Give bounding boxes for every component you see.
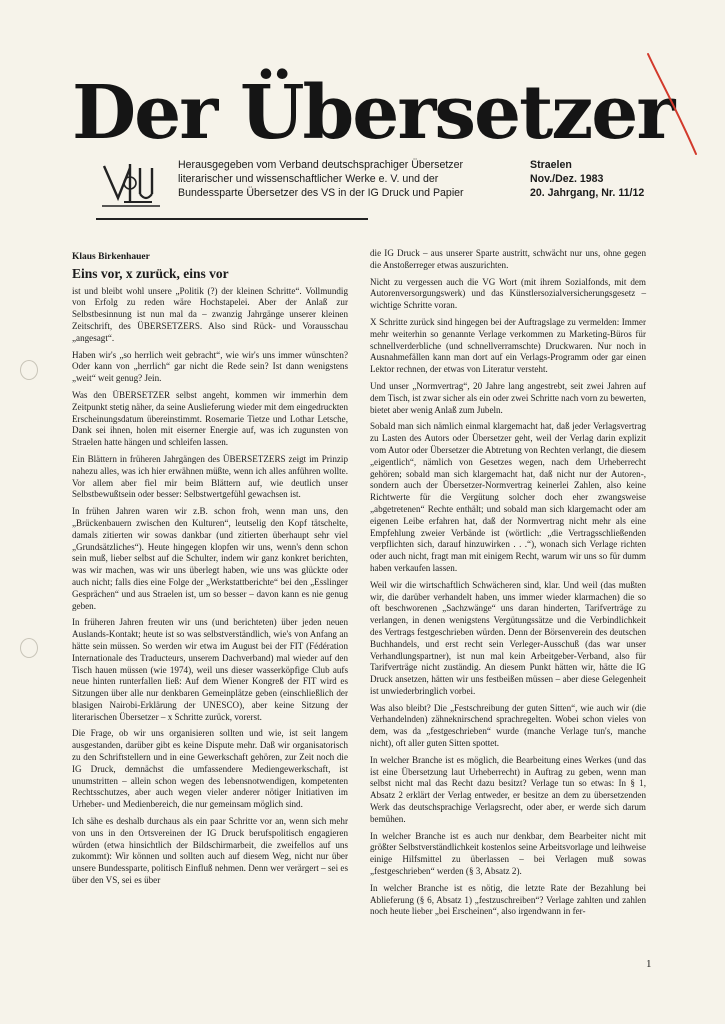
paragraph: Was den ÜBERSETZER selbst angeht, kommen wir immerhin dem Zeitpunkt stetig näher, da seine Auslieferung wieder mit dem eingedruckten Erscheinungsdatum übereinstimmt. Rosemarie Tietze und Lothar Letsche, Dank sei ihnen, holen mit eiserner Energie auf, was ich zugunsten von Straelen hatte hängen und schleifen lassen. bbox=[72, 389, 348, 448]
paragraph: In welcher Branche ist es nötig, die letzte Rate der Bezahlung bei Ablieferung (§ 6, Absatz 1) „festzuschreiben“? Verlage zahlten und zahlen noch heute lieber „bei Erscheinen“, also irgendwann in fer- bbox=[370, 882, 646, 917]
publisher-line: Bundessparte Übersetzer des VS in der IG Druck und Papier bbox=[178, 187, 464, 199]
publisher-line: literarischer und wissenschaftlicher Werke e. V. und der bbox=[178, 173, 439, 185]
paragraph: Ein Blättern in früheren Jahrgängen des ÜBERSETZERS zeigt im Prinzip nahezu alles, was ich hier erwähnen müßte, wenn ich alles anführen wollte. Vor allem aber fiel mir beim Blättern auf, wie deutlich unser Selbstbewußtsein oder besser: Selbstwertgefühl gewachsen ist. bbox=[72, 453, 348, 500]
paragraph: In welcher Branche ist es auch nur denkbar, dem Bearbeiter nicht mit größter Selbstverständlichkeit kostenlos seine Arbeitsvorlage und leihweise einige Hilfsmittel zu überlassen – bei Verlagen muß sowas „festgeschrieben“ werden (§ 3, Absatz 2). bbox=[370, 830, 646, 877]
publisher-info bbox=[178, 158, 508, 200]
paragraph: Was also bleibt? Die „Festschreibung der guten Sitten“, wie auch wir (die Verhandelnden) zähneknirschend sprachregelten. Wobei schon vieles von dem, was da „festgeschrieben“ wurde (manche Verlage tun's, manche nicht), oft aller guten Sitten spottet. bbox=[370, 702, 646, 749]
paragraph: In frühen Jahren waren wir z.B. schon froh, wenn man uns, den „Brückenbauern zwischen den Kulturen“, leutselig den Kopf tätschelte, damals zitierten wir sowas dankbar (und zitierten überhaupt sehr viel „Grundsätzliches“). Heute hingegen klopfen wir uns, wenn's denn schon sein muß, lieber selbst auf die Schulter, indem wir ganz konkret berichten, was wir machen, was wir uns überlegt haben, wie uns was glückte oder auch nicht; falls dies eine Folge der „Werkstattberichte“ bei den „Esslinger Gesprächen“ und aus Straelen ist, um so besser – davon kann es nie genug geben. bbox=[72, 506, 348, 611]
paragraph: die IG Druck – aus unserer Sparte austritt, schwächt nur uns, ohne gegen die Anstoßerreger etwas auszurichten. bbox=[370, 248, 646, 270]
paragraph: Weil wir die wirtschaftlich Schwächeren sind, klar. Und weil (das mußten wir, die darüber verhandelt haben, uns immer wieder klarmachen) die so oft beschworenen „Sachzwänge“ uns daran hinderten, Tarifverträge zu verlangen, in denen wenigstens Vergütungssätze und die Verbindlichkeit des Vertrags festgeschrieben würden. Denn der Börsenverein des deutschen Buchhandels, und erst recht sein Verleger-Ausschuß (das war unser Verhandlungspartner), ist nun mal kein Arbeitgeber-Verband, also für Tarifverträge nicht zuständig. An diesem Punkt hätten wir, hätte die IG Druck ansetzen, hätten wir uns festbeißen müssen – aber diese Gelegenheit ist unwiederbringlich vorbei. bbox=[370, 579, 646, 696]
paragraph: Nicht zu vergessen auch die VG Wort (mit ihrem Sozialfonds, mit dem Autorenversorgungswerk) und das Künstlersozialversicherungsgesetz – wichtige Schritte voran. bbox=[370, 276, 646, 311]
issue-date: Nov./Dez. 1983 bbox=[530, 173, 604, 185]
association-logo-icon bbox=[100, 158, 162, 210]
article-title: Eins vor, x zurück, eins vor bbox=[72, 265, 229, 281]
article-author: Klaus Birkenhauer bbox=[72, 252, 150, 262]
punch-hole bbox=[20, 638, 38, 658]
punch-hole bbox=[20, 360, 38, 380]
paragraph: X Schritte zurück sind hingegen bei der Auftragslage zu vermelden: Immer mehr weiterhin so genannte Verlage verkommen zu Marketing-Büros für schnellverderbliche (und schnellverramschte) Druckwaren. Nur noch in Ausnahmefällen kann man dort auf ein Verlags-Programm oder gar einen Lektor rechnen, der etwas von Literatur versteht. bbox=[370, 316, 646, 375]
issue-place: Straelen bbox=[530, 159, 572, 171]
article-column-left bbox=[72, 252, 348, 892]
header-rule bbox=[96, 218, 368, 220]
paragraph: Ich sähe es deshalb durchaus als ein paar Schritte vor an, wenn sich mehr von uns in den Ortsvereinen der IG Druck berufspolitisch engagieren würden (etwa hinsichtlich der Bildschirmarbeit, die zweifellos auf uns zukommt): Wir können und sollten auch auf diesem Weg, nicht nur über unsere Bundessparte, politisch Einfluß nehmen. Denn wer verärgert – sei es über den VS, sei es über bbox=[72, 816, 348, 886]
paragraph: Sobald man sich nämlich einmal klargemacht hat, daß jeder Verlagsvertrag zu Lasten des Autors oder Übersetzer geht, weil der Verlag darin explizit vom Autor oder Übersetzer die Abtretung von Rechten verlangt, die diesem „eigentlich“, nämlich von Gesetzes wegen, nach dem Urheberrecht gehören; sobald man sich klargemacht hat, daß nicht nur der Autoren-, sondern auch der Übersetzer-Normvertrag keinerlei Zahlen, also keine Richtwerte für die Vergütung solcher doch eher zwangsweise „abgetretenen“ Rechte enthält; und sobald man sich klargemacht oder am eigenen Leibe erfahren hat, daß der Normvertrag nicht mehr als eine Empfehlung zweier Verbände ist (wörtlich: „die Vertragsschließenden verpflichten sich, darauf hinzuwirken . . .“), wonach sich Verlage richten oder auch nicht, fragt man mit einigem Recht, warum wir uns so für dumm haben verkaufen lassen. bbox=[370, 421, 646, 573]
paragraph: In welcher Branche ist es möglich, die Bearbeitung eines Werkes (und das ist eine Übersetzung laut Urheberrecht) in Auftrag zu geben, wenn man selbst nicht mal das Recht dazu besitzt? Verlage tun so etwas: In § 1, Absatz 2 erklärt der Verlag entweder, er besitze an dem zu übersetzenden Werk das deutschsprachige Verlagsrecht, oder aber, er werde sich darum bemühen. bbox=[370, 754, 646, 824]
page-number: 1 bbox=[646, 958, 652, 970]
publisher-line: Herausgegeben vom Verband deutschsprachiger Übersetzer bbox=[178, 159, 464, 171]
paragraph: Haben wir's „so herrlich weit gebracht“, wie wir's uns immer wünschten? Oder kann von „herrlich“ gar nicht die Rede sein? Ist dann wenigstens „weit“ weit genug? Jein. bbox=[72, 349, 348, 384]
issue-volume: 20. Jahrgang, Nr. 11/12 bbox=[530, 187, 645, 199]
paragraph: ist und bleibt wohl unsere „Politik (?) der kleinen Schritte“. Vollmundig von Erfolg zu reden wäre Hochstapelei. Aber der Anlaß zur Selbstbesinnung ist nun mal da – zwanzig Jahrgänge unserer kleinen Zeitschrift, des ÜBERSETZERS. Also sind Rück- und Vorausschau „angesagt“. bbox=[72, 285, 348, 343]
article-column-right bbox=[370, 248, 646, 923]
paragraph: In früheren Jahren freuten wir uns (und berichteten) über jeden neuen Auslands-Kontakt; heute ist so was selbstverständlich, wie's von Anfang an hätte sein müssen. So werden wir etwa im August bei der FIT (Fédération Internationale des Traducteurs, unserem Dachverband) mal wieder auf den Tisch hauen müssen (wie 1974), weil uns dieser wasserköpfige Club aufs neue hinten runterfallen ließ: Auf dem Wiener Kongreß der FIT wird es Sitzungen über alle nur denkbaren Gemeinplätze geben (einschließlich der blasigen Nairobi-Erklärung der UNESCO), aber keine Sitzung der literarischen Übersetzer – x Schritte zurück, vorerst. bbox=[72, 617, 348, 722]
paragraph: Die Frage, ob wir uns organisieren sollten und wie, ist seit langem ausgestanden, darüber gibt es keine Dispute mehr. Daß wir organisatorisch zu den Schriftstellern und in eine Gewerkschaft gehören, zur Zeit noch die IG Druck, demnächst die umfassendere Mediengewerkschaft, ist unumstritten – allein schon wegen des lebensnotwendigen, kompetenten Rechtsschutzes, aber auch wegen vieler anderer nötiger Initiativen im Urheber- und Medienbereich, die nur gemeinsam möglich sind. bbox=[72, 728, 348, 810]
masthead-title: Der Übersetzer bbox=[72, 70, 674, 156]
paragraph: Und unser „Normvertrag“, 20 Jahre lang angestrebt, seit zwei Jahren auf dem Tisch, ist zwar sicher als ein oder zwei Schritte nach vorn zu bewerten, bietet aber wenig Anlaß zum Jubeln. bbox=[370, 380, 647, 415]
issue-info bbox=[530, 158, 680, 200]
red-pen-mark bbox=[640, 50, 700, 160]
